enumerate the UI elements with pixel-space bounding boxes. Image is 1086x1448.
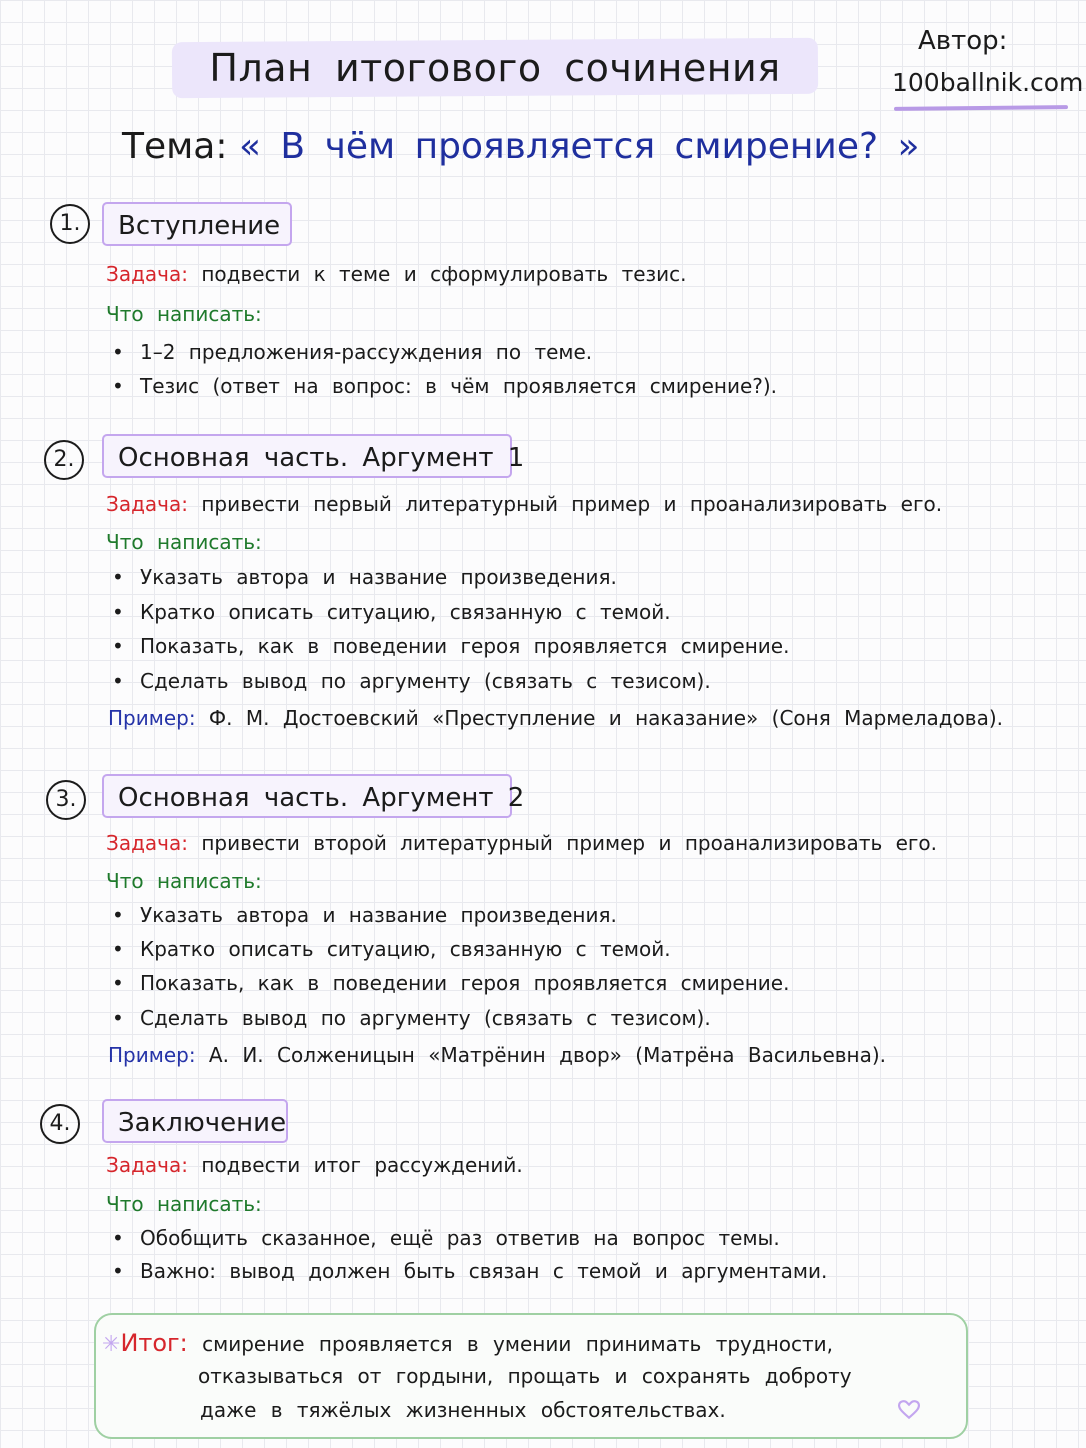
task-text: привести первый литературный пример и проанализировать его. [201, 492, 943, 516]
summary-line [102, 1329, 833, 1357]
list-item: • Указать автора и название произведения. [112, 565, 617, 589]
section-heading: Вступление [102, 202, 292, 246]
section-number: 3. [46, 780, 86, 820]
summary-text: смирение проявляется в умении принимать трудности, [202, 1332, 834, 1356]
list-item: • Важно: вывод должен быть связан с темой и аргументами. [112, 1259, 827, 1283]
task-label: Задача: [106, 1153, 188, 1177]
example-line [108, 706, 1003, 730]
task-text: подвести к теме и сформулировать тезис. [201, 262, 687, 286]
example-text: Ф. М. Достоевский «Преступление и наказание» (Соня Мармеладова). [208, 706, 1004, 730]
what-label: Что написать: [106, 530, 262, 554]
example-label: Пример: [108, 1043, 196, 1067]
list-item: • Обобщить сказанное, ещё раз ответив на вопрос темы. [112, 1226, 780, 1250]
summary-label: Итог: [120, 1329, 188, 1357]
list-item: • Указать автора и название произведения. [112, 903, 617, 927]
page-title: План итогового сочинения [209, 46, 781, 90]
list-item: • Кратко описать ситуацию, связанную с темой. [112, 600, 671, 624]
section-number: 2. [44, 440, 84, 480]
task-label: Задача: [106, 492, 188, 516]
author-label: Автор: [918, 26, 1008, 56]
task-text: подвести итог рассуждений. [201, 1153, 523, 1177]
list-item: • Сделать вывод по аргументу (связать с тезисом). [112, 669, 711, 693]
section-number: 1. [50, 204, 90, 244]
list-item: • Кратко описать ситуацию, связанную с темой. [112, 937, 671, 961]
list-item: • Сделать вывод по аргументу (связать с тезисом). [112, 1006, 711, 1030]
heart-icon [896, 1396, 922, 1422]
section-heading: Заключение [102, 1099, 288, 1143]
list-item: • Тезис (ответ на вопрос: в чём проявляется смирение?). [112, 374, 777, 398]
task-label: Задача: [106, 831, 188, 855]
example-label: Пример: [108, 706, 196, 730]
list-item: • Показать, как в поведении героя проявляется смирение. [112, 971, 789, 995]
task-label: Задача: [106, 262, 188, 286]
author-site: 100ballnik.com [892, 68, 1084, 97]
list-item: • Показать, как в поведении героя проявляется смирение. [112, 634, 789, 658]
topic-text: « В чём проявляется смирение? » [238, 126, 920, 167]
list-item: • 1–2 предложения-рассуждения по теме. [112, 340, 592, 364]
author-underline [894, 105, 1068, 111]
task-line [106, 1153, 523, 1177]
example-line [108, 1043, 886, 1067]
sparkle-icon: ✳ [102, 1332, 121, 1357]
task-text: привести второй литературный пример и проанализировать его. [201, 831, 938, 855]
task-line [106, 262, 687, 286]
what-label: Что написать: [106, 302, 262, 326]
task-line [106, 831, 937, 855]
summary-text: отказываться от гордыни, прощать и сохранять доброту [198, 1364, 852, 1388]
section-heading: Основная часть. Аргумент 1 [102, 434, 512, 478]
section-heading: Основная часть. Аргумент 2 [102, 774, 512, 818]
summary-text: даже в тяжёлых жизненных обстоятельствах. [200, 1398, 726, 1422]
topic-label: Тема: [122, 126, 228, 167]
what-label: Что написать: [106, 1192, 262, 1216]
task-line [106, 492, 942, 516]
example-text: А. И. Солженицын «Матрёнин двор» (Матрёна Васильевна). [208, 1043, 887, 1067]
topic [122, 126, 920, 167]
title-banner [172, 34, 818, 102]
section-number: 4. [40, 1104, 80, 1144]
what-label: Что написать: [106, 869, 262, 893]
